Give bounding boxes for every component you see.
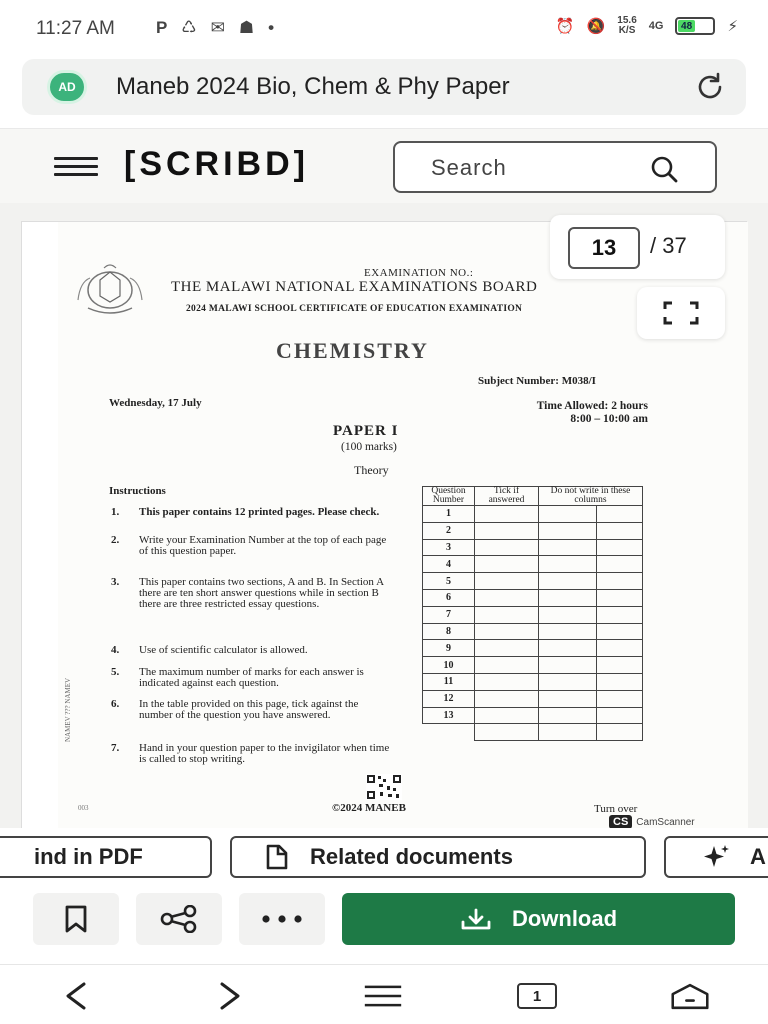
table-header: Do not write in these columns [539,487,643,506]
share-icon [159,905,199,933]
table-row: 12 [423,690,643,707]
forward-button[interactable] [210,979,250,1013]
certificate-name: 2024 MALAWI SCHOOL CERTIFICATE OF EDUCATION EXAMINATION [186,304,523,314]
table-row: 7 [423,606,643,623]
subject-title: CHEMISTRY [276,338,429,363]
signal-icon: 4G [648,20,664,32]
battery-icon: 48 [675,17,715,35]
network-speed: 15.6 K/S [617,15,637,36]
exam-number-label: EXAMINATION NO.: [364,267,474,279]
side-watermark: NAMEV ??? NAMEV [64,677,72,742]
search-input[interactable] [393,141,717,193]
table-row: 2 [423,522,643,539]
page-total: / 37 [650,233,687,258]
bookmark-button[interactable] [33,893,119,945]
reload-icon[interactable] [694,71,726,103]
chevron-right-icon [216,981,244,1011]
page-counter [550,215,725,279]
camscanner-watermark: CS CamScanner [609,815,695,828]
table-header: Question Number [423,487,475,506]
coat-of-arms-icon [70,260,150,320]
tab-count: 1 [517,983,557,1009]
ai-label: A [750,844,766,869]
search-placeholder: Search [431,155,507,180]
table-row: 10 [423,657,643,674]
menu-button[interactable] [363,979,403,1013]
action-bar [0,886,768,964]
table-row: 5 [423,573,643,590]
table-row: 13 [423,707,643,724]
table-row: 1 [423,506,643,523]
share-button[interactable] [136,893,222,945]
page-title[interactable]: Maneb 2024 Bio, Chem & Phy Paper [116,73,510,100]
dot-icon: • [268,18,275,37]
page-number-input[interactable]: 13 [568,227,640,269]
table-row: 8 [423,623,643,640]
turn-over-text: Turn over [594,803,638,815]
sparkle-icon [702,843,730,871]
search-icon[interactable] [649,155,679,183]
time-range: 8:00 – 10:00 am [570,413,648,425]
home-icon [670,981,710,1011]
exam-date: Wednesday, 17 July [109,397,202,409]
instructions-heading: Instructions [109,485,166,497]
menu-icon[interactable] [54,157,98,177]
charging-icon: ⚡ [727,18,738,35]
scribd-logo[interactable]: [SCRIBD] [124,145,309,183]
page-reference: 003 [78,804,89,812]
answer-tick-table [422,486,643,741]
ad-badge[interactable]: AD [47,70,87,104]
more-icon [260,914,304,924]
address-bar[interactable] [22,59,746,115]
chips-row [0,828,768,886]
fullscreen-button[interactable] [637,287,725,339]
fullscreen-icon [663,301,699,325]
link-icon: ♺ [181,18,197,37]
browser-nav-bar [0,964,768,1024]
table-row: 4 [423,556,643,573]
table-header: Tick if answered [475,487,539,506]
board-name: THE MALAWI NATIONAL EXAMINATIONS BOARD [171,279,538,295]
system-icons [556,16,738,36]
section-label: Theory [354,463,389,477]
snapchat-icon: ☗ [238,18,255,37]
download-button[interactable] [342,893,735,945]
qr-code-icon [366,774,402,800]
status-time: 11:27 AM [36,18,115,39]
back-button[interactable] [56,979,96,1013]
ai-button[interactable] [664,836,768,878]
table-row: 9 [423,640,643,657]
home-button[interactable] [670,979,710,1013]
alarm-icon: ⏰ [555,18,575,35]
chevron-left-icon [62,981,90,1011]
p-icon: P [156,18,168,37]
table-row: 11 [423,673,643,690]
notification-icons [156,18,274,38]
mail-icon: ✉ [210,18,225,37]
time-allowed: Time Allowed: 2 hours [536,400,648,412]
download-icon [460,908,492,930]
document-icon [266,844,288,870]
table-row [423,724,643,741]
download-label: Download [511,906,618,931]
bookmark-icon [63,905,89,933]
subject-number: Subject Number: M038/I [478,375,596,387]
find-in-pdf-label: ind in PDF [34,844,143,869]
status-bar [0,0,768,58]
table-row: 3 [423,539,643,556]
related-documents-button[interactable] [230,836,646,878]
paper-label: PAPER I [333,423,399,439]
page-content: EXAMINATION NO.: THE MALAWI NATIONAL EXAMINATIONS BOARD 2024 MALAWI SCHOOL CERTIFICATE OF EDUCATION EXAMINATION CHEMISTRY Subject Number: M038/I Wednesday, 17 July Time Allowed: 2 hours 8:00 – 10:00 am PAPER I (100 marks) Theory Instructions 1. This paper contains 12 printed pages. Please check. 2. Write your Examination Number at the top of each page of this question paper. 3. This paper contains two sections, A and B. In Section A there are ten short answer questions while in section B there are three restricted essay questions. 4. Use of scientific calculator is allowed. 5. The maximum number of marks for each answer is indicated against each question. 6. In the table provided on this page, tick against the number of the question you have answered. 7. Hand in your question paper to the invigilator when time is called to stop writing. Question Number Tick if answered Do not write in these columns 1 2 3 4 5 6 7 8 9 10 11 12 13 ©2024 MANEB Turn over 003 NAMEV ??? NAMEV [58,222,748,828]
copyright-text: ©2024 MANEB [332,802,406,814]
mute-icon: 🔕 [586,18,606,35]
related-documents-label: Related documents [310,844,513,869]
menu-icon [363,983,403,1009]
site-header [0,128,768,203]
find-in-pdf-button[interactable] [0,836,212,878]
table-row: 6 [423,589,643,606]
tabs-button[interactable] [517,979,557,1013]
camscanner-logo: CS [609,815,632,828]
marks-label: (100 marks) [341,441,397,453]
more-options-button[interactable] [239,893,325,945]
